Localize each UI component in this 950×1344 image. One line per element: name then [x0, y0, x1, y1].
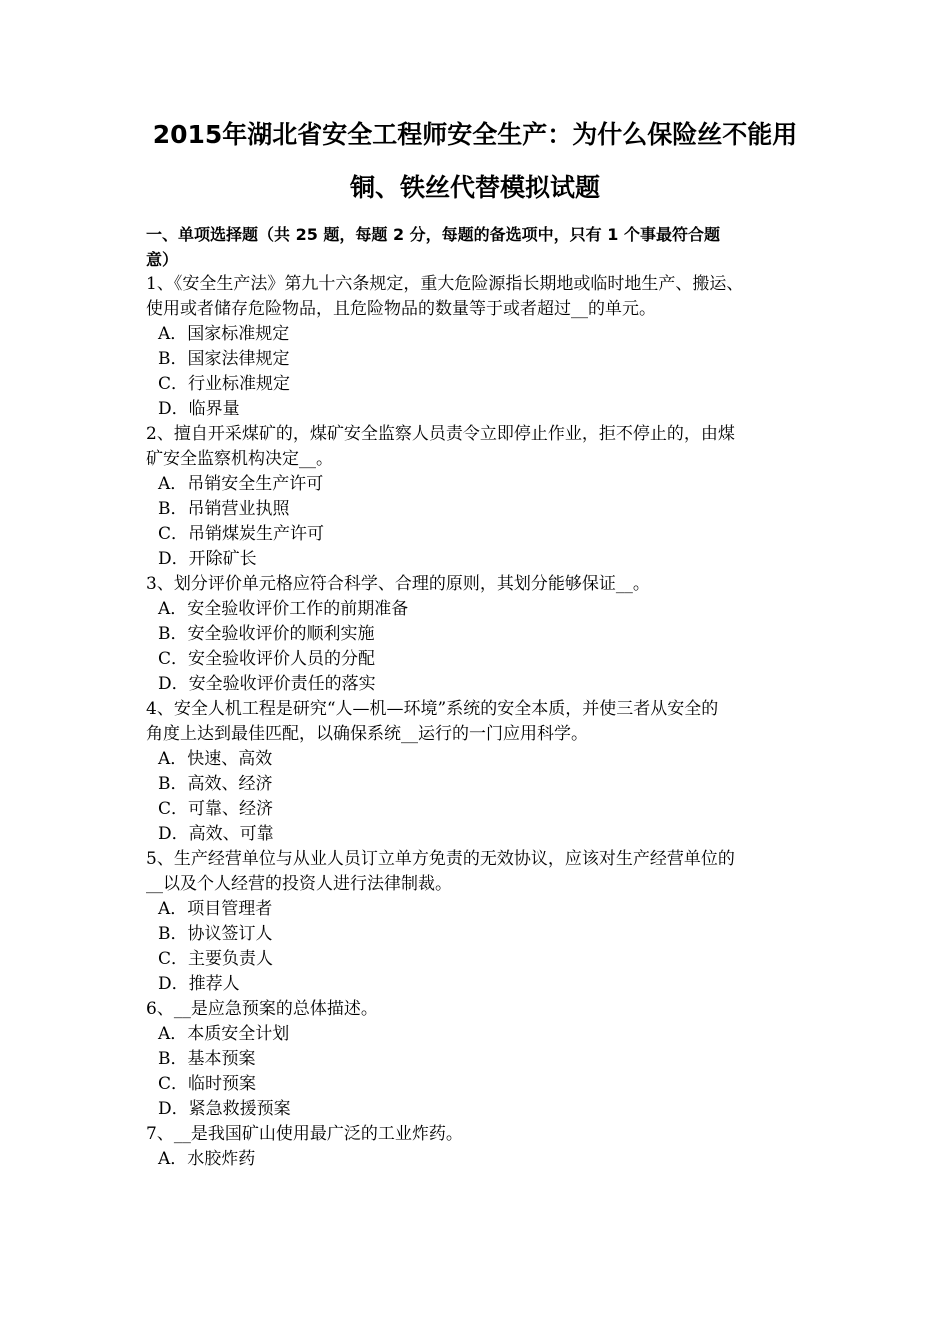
question-stem-line: 7、__是我国矿山使用最广泛的工业炸药。	[146, 1124, 463, 1144]
answer-option: D．高效、可靠	[158, 824, 274, 844]
question-stem-line: 5、生产经营单位与从业人员订立单方免责的无效协议，应该对生产经营单位的	[146, 849, 735, 869]
answer-option: D．安全验收评价责任的落实	[158, 674, 376, 694]
question-stem-line: __以及个人经营的投资人进行法律制裁。	[146, 874, 452, 894]
answer-option: B．安全验收评价的顺利实施	[158, 624, 375, 644]
answer-option: A．水胶炸药	[158, 1149, 256, 1169]
answer-option: C．安全验收评价人员的分配	[158, 649, 376, 669]
answer-option: C．可靠、经济	[158, 799, 274, 819]
answer-option: D．推荐人	[158, 974, 240, 994]
answer-option: D．紧急救援预案	[158, 1099, 291, 1119]
answer-option: C．临时预案	[158, 1074, 257, 1094]
document-title-line-1: 2015年湖北省安全工程师安全生产：为什么保险丝不能用	[152, 120, 798, 149]
question-item	[146, 422, 810, 572]
answer-option: A．国家标准规定	[158, 324, 290, 344]
question-item	[146, 997, 810, 1122]
question-list	[146, 272, 810, 1172]
answer-option: A．快速、高效	[158, 749, 273, 769]
answer-option: A．本质安全计划	[158, 1024, 290, 1044]
answer-option: A．吊销安全生产许可	[158, 474, 324, 494]
question-stem-line: 1、《安全生产法》第九十六条规定，重大危险源指长期地或临时地生产、搬运、	[146, 274, 744, 294]
answer-option: A．安全验收评价工作的前期准备	[158, 599, 409, 619]
answer-option: D．开除矿长	[158, 549, 257, 569]
question-item	[146, 272, 810, 422]
question-item	[146, 697, 810, 847]
question-stem-line: 使用或者储存危险物品，且危险物品的数量等于或者超过__的单元。	[146, 299, 656, 319]
answer-option: C．主要负责人	[158, 949, 274, 969]
answer-option: B．协议签订人	[158, 924, 273, 944]
question-stem-line: 角度上达到最佳匹配，以确保系统__运行的一门应用科学。	[146, 724, 588, 744]
question-item	[146, 572, 810, 697]
answer-option: B．高效、经济	[158, 774, 273, 794]
answer-option: C．吊销煤炭生产许可	[158, 524, 325, 544]
question-stem-line: 矿安全监察机构决定__。	[146, 449, 333, 469]
question-stem-line: 3、划分评价单元格应符合科学、合理的原则，其划分能够保证__。	[146, 574, 650, 594]
answer-option: A．项目管理者	[158, 899, 273, 919]
document-title-line-2: 铜、铁丝代替模拟试题	[349, 173, 600, 202]
question-stem-line: 2、擅自开采煤矿的，煤矿安全监察人员责令立即停止作业，拒不停止的，由煤	[146, 424, 735, 444]
question-item	[146, 847, 810, 997]
document-body	[146, 222, 810, 1172]
answer-option: C．行业标准规定	[158, 374, 291, 394]
answer-option: B．吊销营业执照	[158, 499, 290, 519]
answer-option: B．基本预案	[158, 1049, 256, 1069]
question-stem-line: 6、__是应急预案的总体描述。	[146, 999, 378, 1019]
question-stem-line: 4、安全人机工程是研究“人—机—环境”系统的安全本质，并使三者从安全的	[146, 699, 719, 719]
answer-option: B．国家法律规定	[158, 349, 290, 369]
answer-option: D．临界量	[158, 399, 240, 419]
section-heading-line-2: 意）	[146, 250, 179, 269]
section-heading-line-1: 一、单项选择题（共 25 题，每题 2 分，每题的备选项中，只有 1 个事最符合题	[146, 225, 720, 244]
question-item	[146, 1122, 810, 1172]
